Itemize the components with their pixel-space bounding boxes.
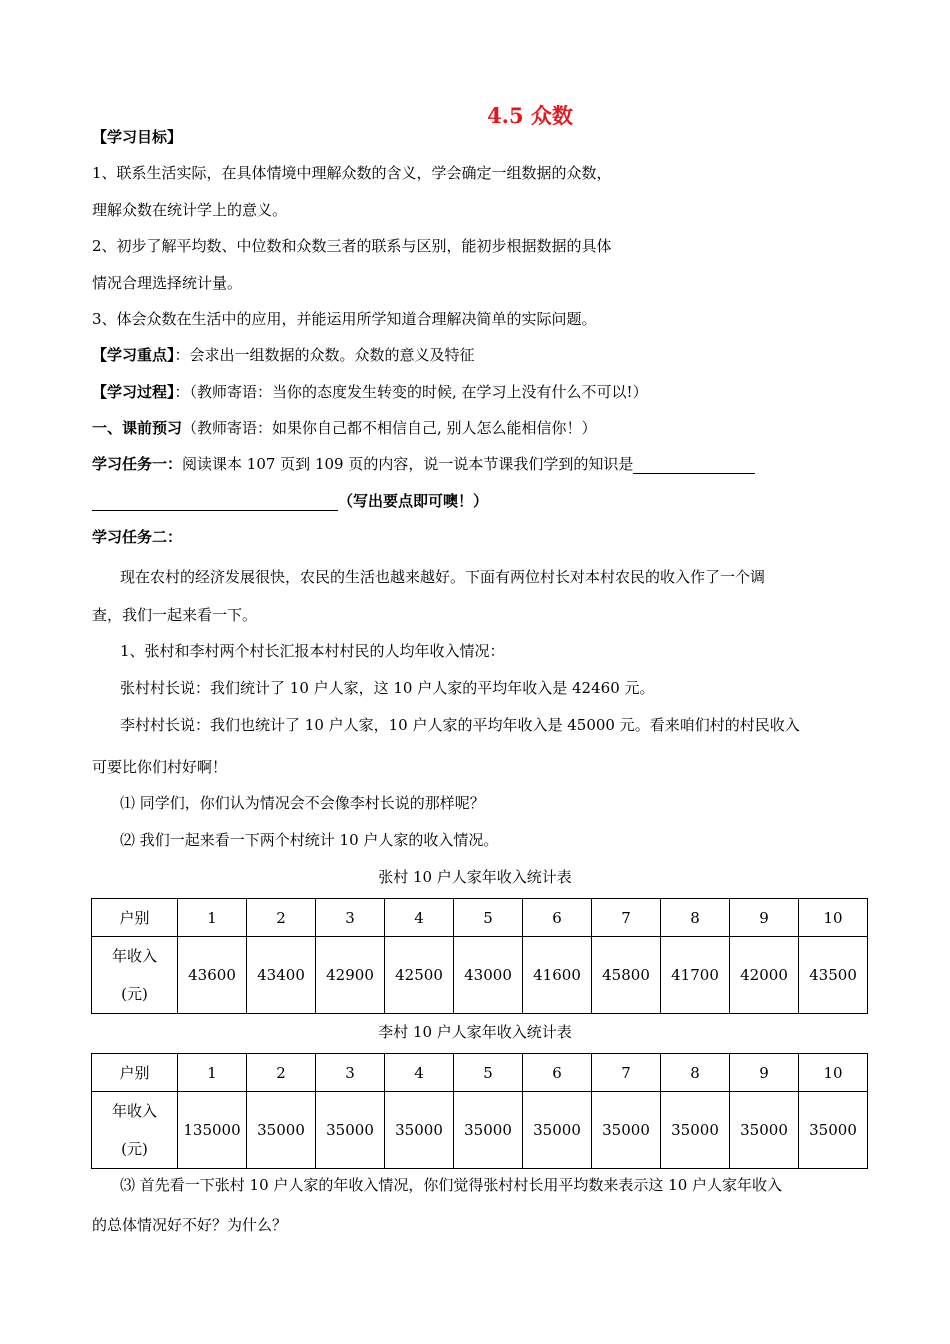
income-cell: 35000	[592, 1092, 661, 1169]
table-row-household	[92, 899, 868, 937]
income-cell: 35000	[799, 1092, 868, 1169]
objective-2a: 2、初步了解平均数、中位数和众数三者的联系与区别，能初步根据数据的具体	[92, 237, 612, 255]
income-cell: 35000	[247, 1092, 316, 1169]
objective-2b: 情况合理选择统计量。	[92, 274, 243, 292]
household-cell: 1	[178, 1054, 247, 1092]
household-cell: 4	[385, 1054, 454, 1092]
income-cell: 35000	[454, 1092, 523, 1169]
income-cell: 43600	[178, 937, 247, 1014]
household-cell: 10	[799, 1054, 868, 1092]
question-3b: 的总体情况好不好？为什么？	[92, 1216, 288, 1234]
paragraph-4a: 李村村长说：我们也统计了 10 户人家，10 户人家的平均年收入是 45000 元。看来咱们村的村民收入	[120, 716, 800, 734]
income-cell: 41700	[661, 937, 730, 1014]
income-cell: 43500	[799, 937, 868, 1014]
table-li-caption: 李村 10 户人家年收入统计表	[378, 1023, 572, 1041]
paragraph-1a: 现在农村的经济发展很快，农民的生活也越来越好。下面有两位村长对本村农民的收入作了一个调	[120, 568, 766, 586]
objectives-heading: 【学习目标】	[92, 128, 183, 146]
task-one: 学习任务一：阅读课本 107 页到 109 页的内容，说一说本节课我们学到的知识是	[92, 454, 755, 474]
paragraph-1b: 查，我们一起来看一下。	[92, 606, 258, 624]
household-cell: 7	[592, 899, 661, 937]
income-cell: 42900	[316, 937, 385, 1014]
income-cell: 43000	[454, 937, 523, 1014]
household-cell: 9	[730, 1054, 799, 1092]
page-title: 4.5 众数	[487, 103, 573, 128]
task-two: 学习任务二：	[92, 528, 183, 546]
table-row-income	[92, 937, 868, 1014]
table-zhang-caption: 张村 10 户人家年收入统计表	[378, 868, 572, 886]
income-cell: 135000	[178, 1092, 247, 1169]
preview-section: 一、课前预习（教师寄语：如果你自己都不相信自己, 别人怎么能相信你！）	[92, 419, 597, 437]
paragraph-3: 张村村长说：我们统计了 10 户人家，这 10 户人家的平均年收入是 42460 元。	[120, 679, 655, 697]
row-label-income: 年收入 (元)	[92, 937, 178, 1014]
household-cell: 5	[454, 1054, 523, 1092]
objective-3: 3、体会众数在生活中的应用，并能运用所学知道合理解决简单的实际问题。	[92, 310, 597, 328]
question-2: ⑵ 我们一起来看一下两个村统计 10 户人家的收入情况。	[120, 831, 499, 849]
paragraph-2: 1、张村和李村两个村长汇报本村村民的人均年收入情况：	[120, 642, 505, 660]
household-cell: 2	[247, 1054, 316, 1092]
household-cell: 8	[661, 1054, 730, 1092]
income-cell: 35000	[730, 1092, 799, 1169]
row-label-household: 户别	[92, 899, 178, 937]
income-cell: 35000	[316, 1092, 385, 1169]
income-cell: 35000	[661, 1092, 730, 1169]
income-cell: 41600	[523, 937, 592, 1014]
income-cell: 42500	[385, 937, 454, 1014]
task-one-continued: （写出要点即可噢！）	[92, 491, 488, 511]
learning-process: 【学习过程】：（教师寄语：当你的态度发生转变的时候, 在学习上没有什么不可以!）	[92, 383, 648, 401]
row-label-income: 年收入 (元)	[92, 1092, 178, 1169]
household-cell: 3	[316, 899, 385, 937]
row-label-household: 户别	[92, 1054, 178, 1092]
household-cell: 7	[592, 1054, 661, 1092]
question-3a: ⑶ 首先看一下张村 10 户人家的年收入情况，你们觉得张村村长用平均数来表示这 10 户人家年收入	[120, 1176, 783, 1194]
key-point: 【学习重点】：会求出一组数据的众数。众数的意义及特征	[92, 346, 475, 364]
table-row-income	[92, 1092, 868, 1169]
household-cell: 6	[523, 1054, 592, 1092]
table-row-household	[92, 1054, 868, 1092]
household-cell: 6	[523, 899, 592, 937]
household-cell: 2	[247, 899, 316, 937]
question-1: ⑴ 同学们，你们认为情况会不会像李村长说的那样呢？	[120, 794, 485, 812]
household-cell: 9	[730, 899, 799, 937]
income-cell: 35000	[385, 1092, 454, 1169]
paragraph-4b: 可要比你们村好啊！	[92, 758, 228, 776]
household-cell: 10	[799, 899, 868, 937]
household-cell: 3	[316, 1054, 385, 1092]
table-zhang	[91, 898, 868, 1014]
objective-1a: 1、联系生活实际，在具体情境中理解众数的含义，学会确定一组数据的众数，	[92, 164, 612, 182]
income-cell: 42000	[730, 937, 799, 1014]
table-li	[91, 1053, 868, 1169]
answer-blank-1[interactable]	[633, 457, 755, 474]
objective-1b: 理解众数在统计学上的意义。	[92, 201, 288, 219]
household-cell: 4	[385, 899, 454, 937]
income-cell: 43400	[247, 937, 316, 1014]
household-cell: 1	[178, 899, 247, 937]
income-cell: 45800	[592, 937, 661, 1014]
income-cell: 35000	[523, 1092, 592, 1169]
household-cell: 5	[454, 899, 523, 937]
household-cell: 8	[661, 899, 730, 937]
answer-blank-2[interactable]	[92, 494, 338, 511]
